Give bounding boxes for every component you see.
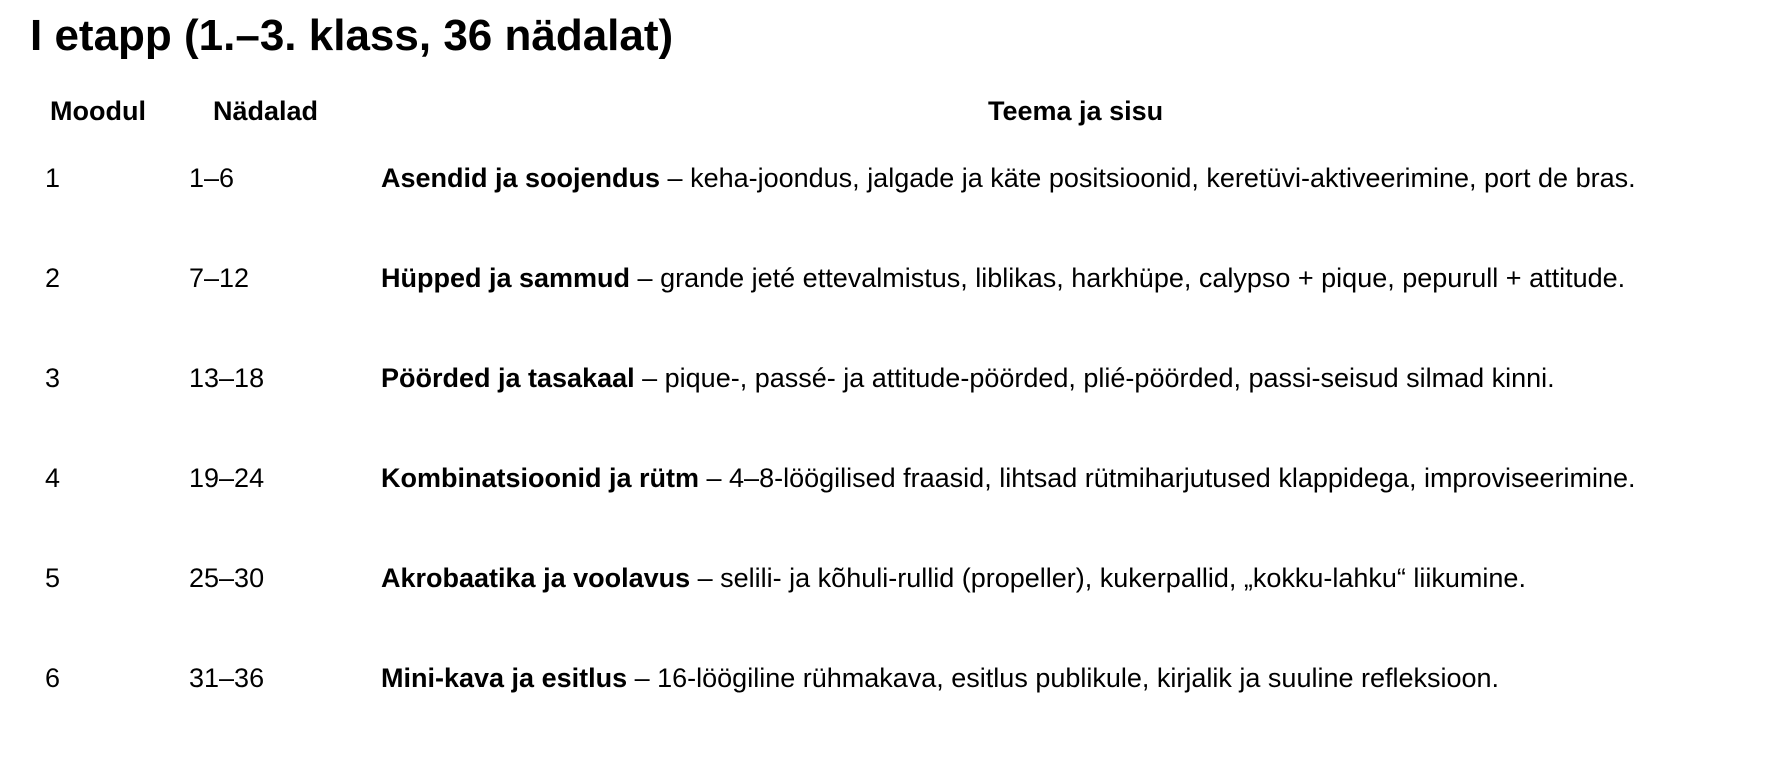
theme-cell [381,258,1625,298]
column-header-module: Moodul [50,96,146,126]
topic-title: Asendid ja soojendus [381,163,661,193]
week-range: 25–30 [189,563,265,593]
column-header-weeks: Nädalad [213,96,319,126]
topic-title: Pöörded ja tasakaal [381,363,635,393]
topic-content: – 4–8-löögilised fraasid, lihtsad rütmiharjutused klappidega, improviseerimine. [699,463,1636,493]
topic-content: – selili- ja kõhuli-rullid (propeller), kukerpallid, „kokku-lahku“ liikumine. [690,563,1526,593]
theme-cell [381,358,1555,398]
topic-content: – keha-joondus, jalgade ja käte positsioonid, keretüvi-aktiveerimine, port de bras. [660,163,1636,193]
week-range: 7–12 [189,263,250,293]
topic-content: – pique-, passé- ja attitude-pöörded, plié-pöörded, passi-seisud silmad kinni. [634,363,1555,393]
column-header-theme: Teema ja sisu [988,96,1164,126]
week-range: 13–18 [189,363,265,393]
module-number: 6 [45,663,61,693]
topic-title: Mini-kava ja esitlus [381,663,628,693]
week-range: 19–24 [189,463,265,493]
theme-cell [381,558,1526,598]
table-row [0,258,1786,298]
topic-title: Hüpped ja sammud [381,263,631,293]
module-number: 4 [45,463,61,493]
table-row [0,558,1786,598]
module-number: 5 [45,563,61,593]
topic-content: – grande jeté ettevalmistus, liblikas, harkhüpe, calypso + pique, pepurull + attitude. [630,263,1626,293]
page-title: I etapp (1.–3. klass, 36 nädalat) [30,11,674,60]
table-row [0,658,1786,698]
theme-cell [381,158,1636,198]
week-range: 31–36 [189,663,265,693]
topic-title: Akrobaatika ja voolavus [381,563,691,593]
theme-cell [381,458,1636,498]
topic-content: – 16-löögiline rühmakava, esitlus publikule, kirjalik ja suuline refleksioon. [627,663,1500,693]
module-number: 2 [45,263,61,293]
table-row [0,358,1786,398]
table-row [0,458,1786,498]
module-number: 3 [45,363,61,393]
table-row [0,158,1786,198]
topic-title: Kombinatsioonid ja rütm [381,463,700,493]
module-number: 1 [45,163,61,193]
week-range: 1–6 [189,163,235,193]
theme-cell [381,658,1499,698]
